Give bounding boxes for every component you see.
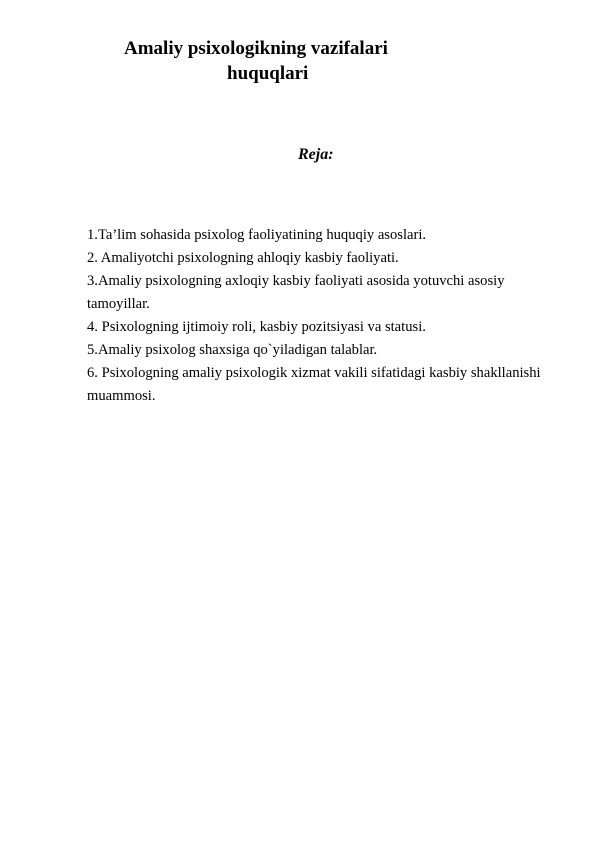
plan-item-2: 2. Amaliyotchi psixologning ahloqiy kasbiy faoliyati. — [87, 250, 399, 266]
plan-item-3: 3.Amaliy psixologning axloqiy kasbiy faoliyati asosida yotuvchi asosiy tamoyillar. — [87, 273, 505, 312]
plan-item-4: 4. Psixologning ijtimoiy roli, kasbiy pozitsiyasi va statusi. — [87, 319, 426, 335]
plan-heading: Reja: — [298, 146, 334, 163]
plan-item-6: 6. Psixologning amaliy psixologik xizmat vakili sifatidagi kasbiy shakllanishi muammosi. — [87, 365, 541, 404]
plan-item-1: 1.Ta’lim sohasida psixolog faoliyatining huquqiy asoslari. — [87, 227, 427, 243]
plan-item-5: 5.Amaliy psixolog shaxsiga qo`yiladigan talablar. — [87, 342, 378, 358]
document-title-line-2: huquqlari — [227, 63, 309, 84]
plan-list — [87, 224, 557, 408]
document-title-line-1: Amaliy psixologikning vazifalari — [124, 38, 388, 59]
